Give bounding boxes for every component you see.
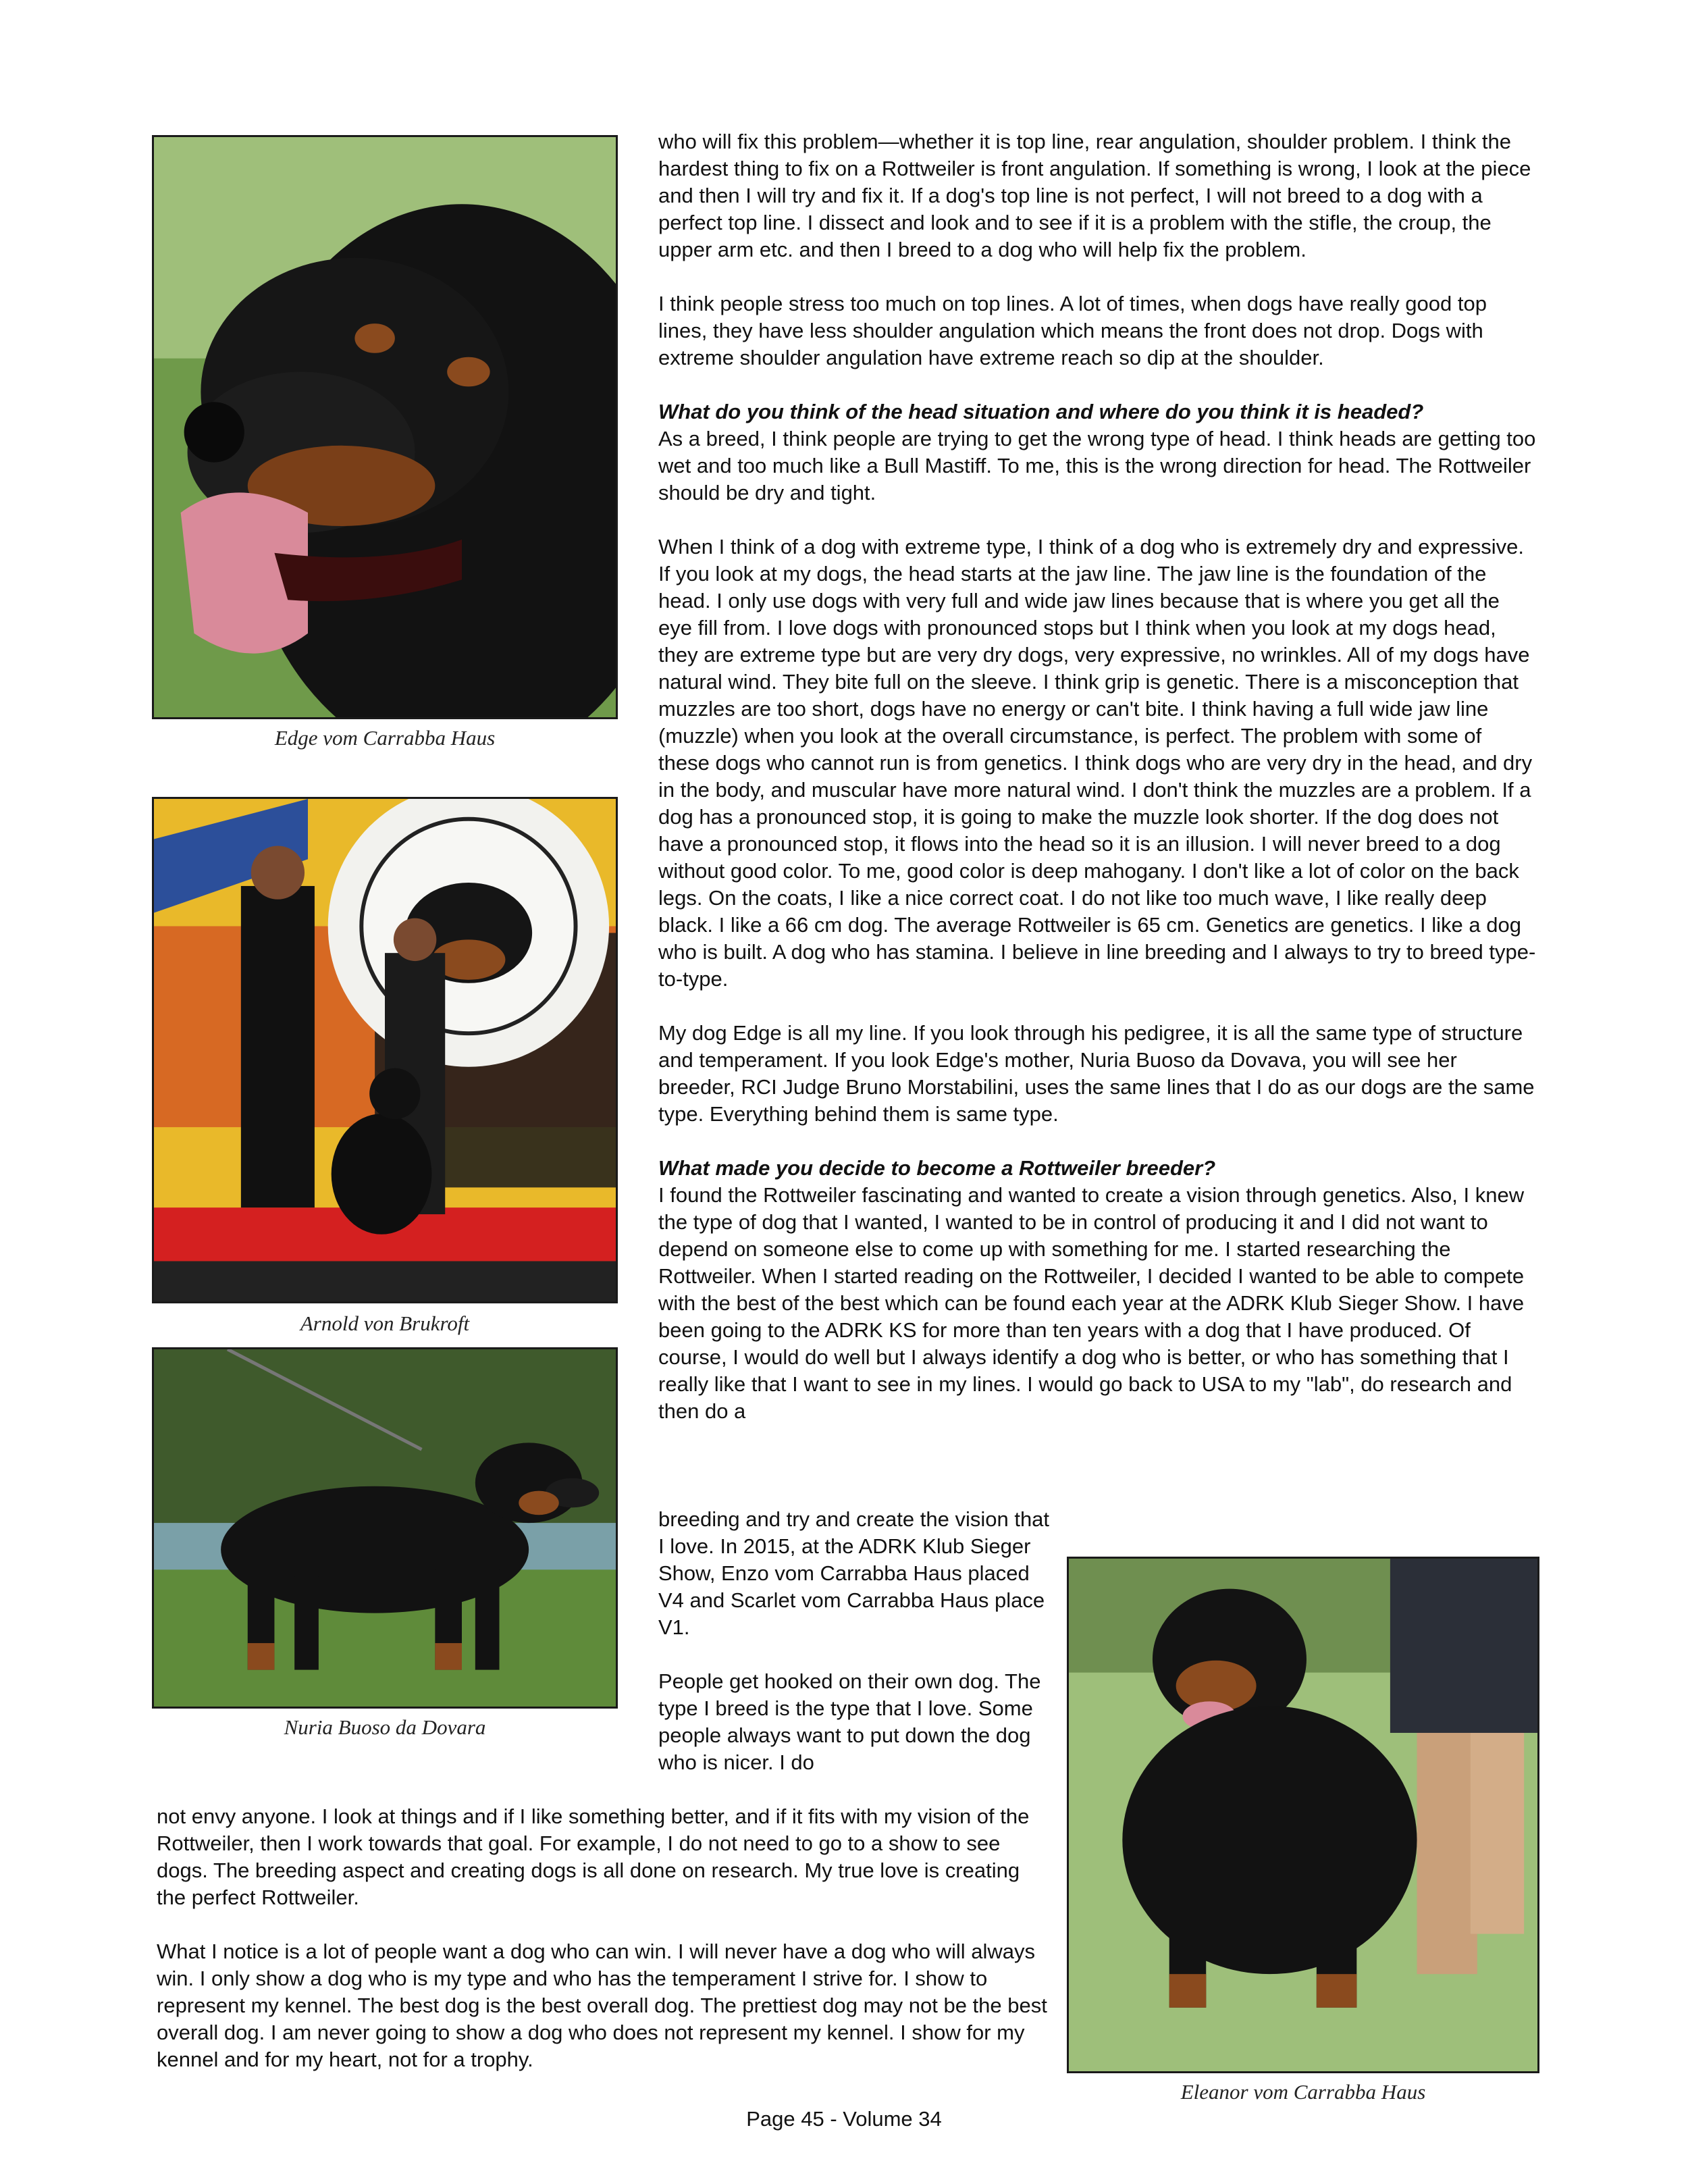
page-number: Page 45 - Volume 34 [746,2107,942,2131]
qa-breeder [658,1155,1536,1425]
caption-eleanor: Eleanor vom Carrabba Haus [1180,2080,1426,2104]
answer-breeder: I found the Rottweiler fascinating and wanted to create a vision through genetics. Also, I knew the type of dog that I wanted, I wanted to be in control of producing it and I did not want to depend on someone else to come up with something for me. I started researching the Rottweiler. When I started reading on the Rottweiler, I decided I wanted to be able to compete with the best of the best which can be found each year at the ADRK Klub Sieger Show. I have been going to the ADRK KS for more than ten years with a dog that I have produced. Of course, I would do well but I always identify a dog who is better, or who has something that I really like that I want to see in my lines. I would go back to USA to my "lab", do research and then do a [658,1183,1525,1423]
paragraph-hooked-end: not envy anyone. I look at things and if I like something better, and if it fits with my vision of the Rottweiler, then I work towards that goal. For example, I do not need to go to a show to see dogs. The breeding aspect and creating dogs is all done on research. My true love is creating the perfect Rottweiler. [157,1804,1030,1909]
article-column [658,128,1536,1425]
stacked-dog-photo-icon [1069,1559,1537,2071]
paragraph-breeding-continued: breeding and try and create the vision that I love. In 2015, at the ADRK Klub Sieger Show, Enzo vom Carrabba Haus placed V4 and Scarlet vom Carrabba Haus place V1. [658,1507,1050,1639]
qa-head-situation [658,398,1536,506]
caption-nuria: Nuria Buoso da Dovara [284,1715,486,1739]
standing-dog-photo-icon [154,1349,616,1707]
question-head: What do you think of the head situation and where do you think it is headed? [658,400,1424,423]
narrow-column [658,1506,1050,1776]
photo-nuria [152,1347,618,1709]
paragraph-win: What I notice is a lot of people want a dog who can win. I will never have a dog who will always win. I only show a dog who is my type and who has the temperament I strive for. I show to represent my kennel. The best dog is the best overall dog. The prettiest dog may not be the best overall dog. I am never going to show a dog who does not represent my kennel. I show for my kennel and for my heart, not for a trophy. [157,1940,1047,2071]
caption-edge: Edge vom Carrabba Haus [274,726,496,750]
dog-head-photo-icon [154,137,616,717]
answer-head: As a breed, I think people are trying to get the wrong type of head. I think heads are getting too wet and too much like a Bull Mastiff. To me, this is the wrong direction for head. The Rottweiler should be dry and tight. [658,427,1536,504]
paragraph-top-line: who will fix this problem—whether it is top line, rear angulation, shoulder problem. I think the hardest thing to fix on a Rottweiler is front angulation. If something is wrong, I look at the piece and then I will try and fix it. If a dog's top line is not perfect, I will not breed to a dog with a perfect top line. I dissect and look and to see if it is a problem with the stifle, the croup, the upper arm etc. and then I breed to a dog who will help fix the problem. [658,130,1531,261]
paragraph-hooked-start: People get hooked on their own dog. The type I breed is the type that I love. Some people always want to put down the dog who is nicer. I do [658,1669,1041,1774]
paragraph-edge-line: My dog Edge is all my line. If you look through his pedigree, it is all the same type of structure and temperament. If you look Edge's mother, Nuria Buoso da Dovava, you will see her breeder, RCI Judge Bruno Morstabilini, uses the same lines that I do as our dogs are the same type. Everything behind them is same type. [658,1021,1535,1126]
bottom-column [157,1803,1048,2073]
show-podium-photo-icon [154,799,616,1301]
photo-arnold [152,797,618,1303]
paragraph-top-lines-stress: I think people stress too much on top lines. A lot of times, when dogs have really good top lines, they have less shoulder angulation which means the front does not drop. Dogs with extreme shoulder angulation have extreme reach so dip at the shoulder. [658,292,1487,369]
question-breeder: What made you decide to become a Rottweiler breeder? [658,1156,1216,1180]
paragraph-extreme-type: When I think of a dog with extreme type, I think of a dog who is extremely dry and expressive. If you look at my dogs, the head starts at the jaw line. The jaw line is the foundation of the head. I only use dogs with very full and wide jaw lines because that is where you get all the eye fill from. I love dogs with pronounced stops but I think when you look at my dogs head, they are extreme type but are very dry dogs, very expressive, no wrinkles. All of my dogs have natural wind. They bite full on the sleeve. I think grip is genetic. There is a misconception that muzzles are too short, dogs have no energy or can't bite. I think having a full wide jaw line (muzzle) when you look at the overall circumstance, is perfect. The problem with some of these dogs who cannot run is from genetics. I think dogs who are very dry in the head, and dry in the body, and muscular have more natural wind. I don't think the muzzles are a problem. If a dog has a pronounced stop, it is going to make the muzzle look shorter. If the dog does not have a pronounced stop, it flows into the head so it is an illusion. I will never breed to a dog without good color. To me, good color is deep mahogany. I don't like a lot of color on the back legs. On the coats, I like a nice correct coat. I do not like too much wave, I like really deep black. I like a 66 cm dog. The average Rottweiler is 65 cm. Genetics are genetics. I like a dog who is built. A dog who has stamina. I believe in line breeding and I always to try to breed type-to-type. [658,535,1536,991]
caption-arnold: Arnold von Brukroft [300,1311,470,1335]
photo-edge [152,135,618,719]
photo-eleanor [1067,1557,1539,2073]
